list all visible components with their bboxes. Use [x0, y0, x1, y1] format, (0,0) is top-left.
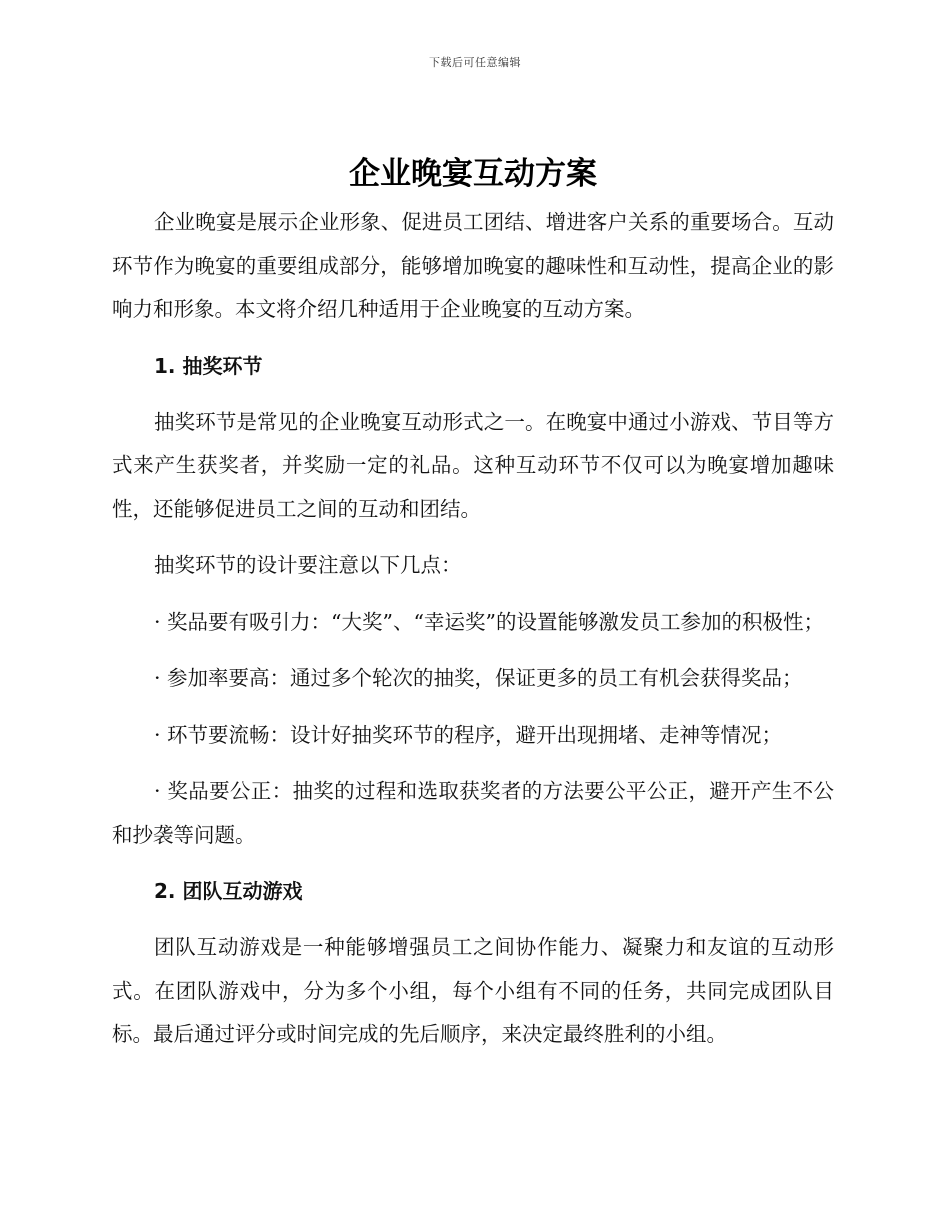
lottery-points-intro: 抽奖环节的设计要注意以下几点：: [154, 553, 462, 577]
section-heading-team-games: 2. 团队互动游戏: [154, 879, 303, 903]
team-games-paragraph: 团队互动游戏是一种能够增强员工之间协作能力、凝聚力和友谊的互动形式。在团队游戏中，分为多个小组，每个小组有不同的任务，共同完成团队目标。最后通过评分或时间完成的先后顺序，来决定最终胜利的小组。: [112, 935, 834, 1046]
lottery-point-smooth-flow: · 环节要流畅：设计好抽奖环节的程序，避开出现拥堵、走神等情况；: [154, 722, 783, 747]
lottery-point-fairness: · 奖品要公正：抽奖的过程和选取获奖者的方法要公平公正，避开产生不公和抄袭等问题。: [112, 779, 834, 847]
document-body: [112, 148, 834, 1070]
lottery-paragraph: 抽奖环节是常见的企业晚宴互动形式之一。在晚宴中通过小游戏、节目等方式来产生获奖者，并奖励一定的礼品。这种互动环节不仅可以为晚宴增加趣味性，还能够促进员工之间的互动和团结。: [112, 409, 834, 521]
lottery-point-prize-appeal: · 奖品要有吸引力：“大奖”、“幸运奖”的设置能够激发员工参加的积极性；: [154, 609, 824, 634]
document-title: 企业晚宴互动方案: [349, 156, 597, 192]
lottery-point-participation: · 参加率要高：通过多个轮次的抽奖，保证更多的员工有机会获得奖品；: [154, 666, 803, 690]
section-heading-lottery: 1. 抽奖环节: [154, 353, 263, 378]
intro-paragraph: 企业晚宴是展示企业形象、促进员工团结、增进客户关系的重要场合。互动环节作为晚宴的重要组成部分，能够增加晚宴的趣味性和互动性，提高企业的影响力和形象。本文将介绍几种适用于企业晚宴的互动方案。: [112, 210, 834, 321]
header-note: 下载后可任意编辑: [429, 56, 521, 69]
